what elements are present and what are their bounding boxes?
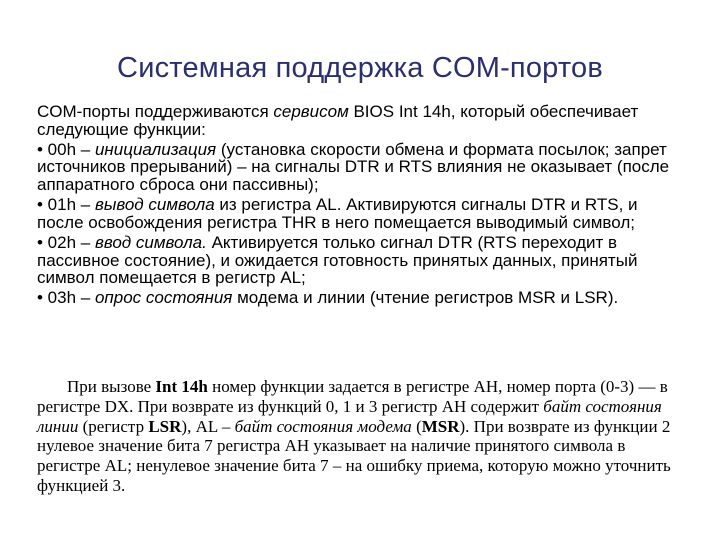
bullet-item-03h <box>37 289 685 307</box>
bullet-item-00h <box>37 141 685 194</box>
bullet-item-02h <box>37 234 685 287</box>
bullet-description: Активируется только сигнал DTR (RTS переходит в пассивное состояние), и ожидается готовность принятых данных, принятый символ помещается в регистр AL; <box>37 232 638 288</box>
bullet-list <box>37 103 685 310</box>
note-text: При вызове <box>67 377 156 396</box>
note-bold-lsr: LSR <box>148 416 182 436</box>
note-bold-msr: MSR <box>421 416 460 436</box>
bullet-function-name: ввод символа. <box>94 232 207 252</box>
bullet-function-name: опрос состояния <box>94 288 233 308</box>
intro-text: COM-порты поддерживаются <box>37 102 274 121</box>
bullet-description: модема и линии (чтение регистров MSR и LSR). <box>232 288 619 308</box>
note-text: (регистр <box>78 416 149 436</box>
note-text: ). При возврате из функции 2 нулевое значение бита 7 регистра АН указывает на наличие принятого символа в регистре AL; ненулевое значение бита 7 – на ошибку приема, которую можно уточнить функцией 3. <box>37 416 671 495</box>
bullet-code: • 00h – <box>37 139 95 159</box>
bullet-description: (установка скорости обмена и формата посылок; запрет источников прерываний) – на сигналы DTR и RTS влияния не оказывает (после аппаратного сброса они пассивны); <box>37 139 670 194</box>
bullet-code: • 02h – <box>37 232 95 252</box>
bullet-function-name: вывод символа <box>94 195 215 215</box>
note-text: ( <box>411 416 422 436</box>
intro-text-rest: BIOS Int 14h, который обеспечивает следующие функции: <box>37 102 639 139</box>
note-text: ), AL – <box>181 416 235 436</box>
bullet-description: из регистра AL. Активируются сигналы DTR и RTS, и после освобождения регистра THR в него помещается выводимый символ; <box>37 195 638 232</box>
note-paragraph <box>37 377 677 496</box>
intro-emphasis: сервисом <box>273 102 349 121</box>
slide-title: Системная поддержка COM-портов <box>117 52 603 84</box>
intro-paragraph <box>37 103 685 138</box>
bullet-code: • 03h – <box>37 288 95 308</box>
bullet-code: • 01h – <box>37 195 95 215</box>
note-italic-line-status: байт состояния линии <box>37 396 662 436</box>
note-bold-int14h: Int 14h <box>155 377 208 396</box>
bullet-item-01h <box>37 196 685 231</box>
note-italic-modem-status: байт состояния модема <box>234 416 412 436</box>
note-text: номер функции задается в регистре АН, номер порта (0-3) — в регистре DX. При возврате из функций 0, 1 и 3 регистр АН содержит <box>37 377 668 416</box>
bullet-function-name: инициализация <box>94 139 217 159</box>
